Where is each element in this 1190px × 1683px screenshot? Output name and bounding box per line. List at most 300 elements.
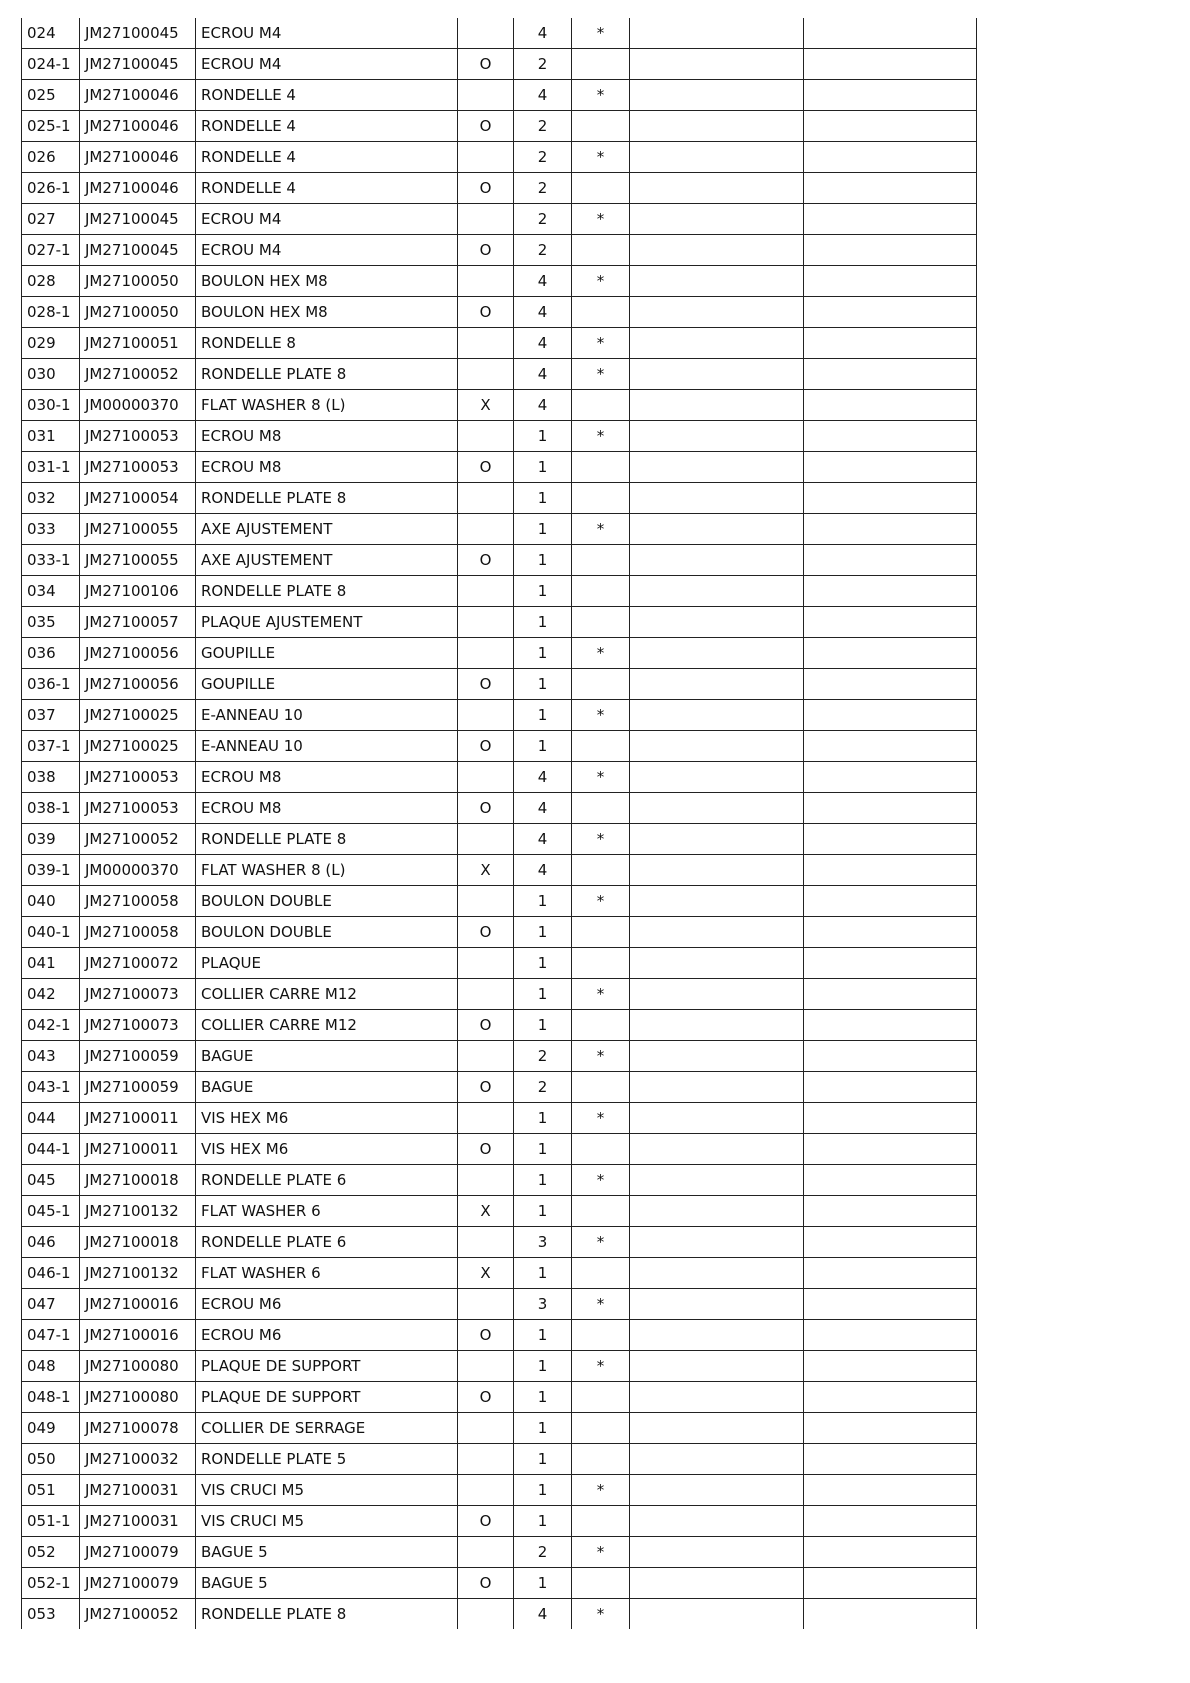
parts-table	[21, 18, 977, 1629]
part-name-cell: VIS CRUCI M5	[196, 1475, 458, 1506]
quantity-cell: 4	[514, 855, 572, 886]
mark-cell	[572, 917, 630, 948]
quantity-cell: 1	[514, 1351, 572, 1382]
table-row	[22, 235, 977, 266]
part-code-cell: JM27100050	[80, 266, 196, 297]
table-row	[22, 1506, 977, 1537]
empty-cell	[630, 1568, 804, 1599]
part-name-cell: RONDELLE 4	[196, 173, 458, 204]
empty-cell	[630, 638, 804, 669]
flag-cell: O	[458, 1010, 514, 1041]
item-number-cell: 048-1	[22, 1382, 80, 1413]
empty-cell	[804, 824, 977, 855]
empty-cell	[804, 917, 977, 948]
flag-cell: O	[458, 1382, 514, 1413]
empty-cell	[630, 731, 804, 762]
table-row	[22, 917, 977, 948]
part-code-cell: JM27100073	[80, 1010, 196, 1041]
quantity-cell: 1	[514, 1165, 572, 1196]
empty-cell	[630, 917, 804, 948]
empty-cell	[630, 948, 804, 979]
table-row	[22, 576, 977, 607]
part-name-cell: VIS HEX M6	[196, 1134, 458, 1165]
mark-cell	[572, 545, 630, 576]
empty-cell	[630, 18, 804, 49]
quantity-cell: 4	[514, 328, 572, 359]
flag-cell	[458, 607, 514, 638]
mark-cell: *	[572, 886, 630, 917]
table-row	[22, 1010, 977, 1041]
flag-cell	[458, 359, 514, 390]
item-number-cell: 052-1	[22, 1568, 80, 1599]
flag-cell: X	[458, 1196, 514, 1227]
empty-cell	[804, 1568, 977, 1599]
part-code-cell: JM00000370	[80, 390, 196, 421]
empty-cell	[630, 514, 804, 545]
part-code-cell: JM27100050	[80, 297, 196, 328]
flag-cell	[458, 1103, 514, 1134]
part-code-cell: JM27100016	[80, 1320, 196, 1351]
part-code-cell: JM27100031	[80, 1506, 196, 1537]
empty-cell	[630, 1320, 804, 1351]
empty-cell	[630, 452, 804, 483]
flag-cell: O	[458, 173, 514, 204]
mark-cell	[572, 235, 630, 266]
flag-cell: O	[458, 1320, 514, 1351]
part-code-cell: JM27100052	[80, 824, 196, 855]
part-code-cell: JM27100072	[80, 948, 196, 979]
item-number-cell: 046-1	[22, 1258, 80, 1289]
empty-cell	[630, 669, 804, 700]
part-name-cell: BAGUE 5	[196, 1537, 458, 1568]
empty-cell	[630, 824, 804, 855]
empty-cell	[804, 638, 977, 669]
empty-cell	[630, 80, 804, 111]
flag-cell: O	[458, 917, 514, 948]
item-number-cell: 043-1	[22, 1072, 80, 1103]
mark-cell	[572, 1010, 630, 1041]
quantity-cell: 1	[514, 886, 572, 917]
item-number-cell: 040-1	[22, 917, 80, 948]
part-code-cell: JM27100056	[80, 669, 196, 700]
empty-cell	[804, 359, 977, 390]
item-number-cell: 051-1	[22, 1506, 80, 1537]
item-number-cell: 045	[22, 1165, 80, 1196]
table-row	[22, 297, 977, 328]
mark-cell: *	[572, 700, 630, 731]
part-code-cell: JM27100055	[80, 545, 196, 576]
empty-cell	[630, 793, 804, 824]
part-code-cell: JM27100046	[80, 80, 196, 111]
part-name-cell: PLAQUE DE SUPPORT	[196, 1351, 458, 1382]
item-number-cell: 028-1	[22, 297, 80, 328]
part-code-cell: JM27100056	[80, 638, 196, 669]
table-row	[22, 1072, 977, 1103]
quantity-cell: 1	[514, 731, 572, 762]
part-code-cell: JM27100045	[80, 235, 196, 266]
empty-cell	[804, 793, 977, 824]
part-code-cell: JM27100032	[80, 1444, 196, 1475]
quantity-cell: 1	[514, 948, 572, 979]
part-name-cell: ECROU M4	[196, 235, 458, 266]
flag-cell: O	[458, 1134, 514, 1165]
empty-cell	[630, 173, 804, 204]
part-name-cell: FLAT WASHER 6	[196, 1196, 458, 1227]
part-code-cell: JM27100025	[80, 700, 196, 731]
part-code-cell: JM27100073	[80, 979, 196, 1010]
table-row	[22, 1103, 977, 1134]
mark-cell: *	[572, 80, 630, 111]
quantity-cell: 1	[514, 1568, 572, 1599]
empty-cell	[630, 1351, 804, 1382]
mark-cell: *	[572, 1165, 630, 1196]
quantity-cell: 4	[514, 80, 572, 111]
quantity-cell: 4	[514, 824, 572, 855]
table-row	[22, 1320, 977, 1351]
mark-cell: *	[572, 1289, 630, 1320]
empty-cell	[804, 142, 977, 173]
part-name-cell: PLAQUE	[196, 948, 458, 979]
item-number-cell: 048	[22, 1351, 80, 1382]
quantity-cell: 1	[514, 917, 572, 948]
part-name-cell: GOUPILLE	[196, 669, 458, 700]
part-name-cell: RONDELLE PLATE 5	[196, 1444, 458, 1475]
part-code-cell: JM27100045	[80, 49, 196, 80]
table-row	[22, 855, 977, 886]
part-code-cell: JM27100078	[80, 1413, 196, 1444]
mark-cell	[572, 731, 630, 762]
flag-cell	[458, 1599, 514, 1630]
empty-cell	[804, 1351, 977, 1382]
flag-cell	[458, 1475, 514, 1506]
part-code-cell: JM27100058	[80, 917, 196, 948]
item-number-cell: 045-1	[22, 1196, 80, 1227]
part-code-cell: JM27100046	[80, 173, 196, 204]
mark-cell: *	[572, 1537, 630, 1568]
table-row	[22, 1258, 977, 1289]
item-number-cell: 044-1	[22, 1134, 80, 1165]
flag-cell	[458, 266, 514, 297]
item-number-cell: 030	[22, 359, 80, 390]
flag-cell: O	[458, 731, 514, 762]
item-number-cell: 044	[22, 1103, 80, 1134]
item-number-cell: 024-1	[22, 49, 80, 80]
mark-cell	[572, 1444, 630, 1475]
mark-cell: *	[572, 266, 630, 297]
empty-cell	[804, 669, 977, 700]
empty-cell	[804, 266, 977, 297]
mark-cell	[572, 1258, 630, 1289]
empty-cell	[630, 328, 804, 359]
empty-cell	[804, 328, 977, 359]
item-number-cell: 030-1	[22, 390, 80, 421]
table-row	[22, 421, 977, 452]
table-row	[22, 1165, 977, 1196]
part-code-cell: JM27100080	[80, 1382, 196, 1413]
table-row	[22, 514, 977, 545]
empty-cell	[804, 1227, 977, 1258]
empty-cell	[804, 576, 977, 607]
mark-cell: *	[572, 762, 630, 793]
quantity-cell: 1	[514, 452, 572, 483]
part-name-cell: ECROU M8	[196, 452, 458, 483]
flag-cell	[458, 948, 514, 979]
empty-cell	[804, 1537, 977, 1568]
mark-cell	[572, 793, 630, 824]
part-code-cell: JM27100031	[80, 1475, 196, 1506]
part-code-cell: JM27100106	[80, 576, 196, 607]
flag-cell: O	[458, 235, 514, 266]
flag-cell: O	[458, 111, 514, 142]
item-number-cell: 036	[22, 638, 80, 669]
mark-cell	[572, 1568, 630, 1599]
part-name-cell: GOUPILLE	[196, 638, 458, 669]
empty-cell	[804, 607, 977, 638]
parts-table-body	[22, 18, 977, 1629]
table-row	[22, 111, 977, 142]
table-row	[22, 545, 977, 576]
mark-cell	[572, 452, 630, 483]
part-name-cell: AXE AJUSTEMENT	[196, 545, 458, 576]
empty-cell	[804, 1010, 977, 1041]
table-row	[22, 1351, 977, 1382]
empty-cell	[630, 359, 804, 390]
mark-cell	[572, 483, 630, 514]
empty-cell	[804, 1041, 977, 1072]
item-number-cell: 027	[22, 204, 80, 235]
quantity-cell: 1	[514, 1134, 572, 1165]
table-row	[22, 979, 977, 1010]
empty-cell	[630, 1289, 804, 1320]
empty-cell	[804, 855, 977, 886]
empty-cell	[804, 762, 977, 793]
part-code-cell: JM27100132	[80, 1196, 196, 1227]
empty-cell	[804, 80, 977, 111]
empty-cell	[804, 49, 977, 80]
empty-cell	[804, 545, 977, 576]
mark-cell	[572, 49, 630, 80]
quantity-cell: 1	[514, 1320, 572, 1351]
part-name-cell: COLLIER CARRE M12	[196, 1010, 458, 1041]
table-row	[22, 204, 977, 235]
mark-cell: *	[572, 204, 630, 235]
mark-cell	[572, 576, 630, 607]
quantity-cell: 2	[514, 1537, 572, 1568]
empty-cell	[630, 1010, 804, 1041]
mark-cell: *	[572, 328, 630, 359]
flag-cell	[458, 762, 514, 793]
part-code-cell: JM27100079	[80, 1537, 196, 1568]
mark-cell: *	[572, 979, 630, 1010]
table-row	[22, 1041, 977, 1072]
empty-cell	[804, 1506, 977, 1537]
table-row	[22, 390, 977, 421]
flag-cell	[458, 1537, 514, 1568]
table-row	[22, 142, 977, 173]
flag-cell: O	[458, 1072, 514, 1103]
part-name-cell: ECROU M6	[196, 1320, 458, 1351]
flag-cell	[458, 18, 514, 49]
quantity-cell: 1	[514, 1413, 572, 1444]
flag-cell	[458, 483, 514, 514]
empty-cell	[804, 1258, 977, 1289]
quantity-cell: 2	[514, 1041, 572, 1072]
empty-cell	[804, 452, 977, 483]
table-row	[22, 1413, 977, 1444]
item-number-cell: 040	[22, 886, 80, 917]
empty-cell	[804, 1289, 977, 1320]
quantity-cell: 1	[514, 1444, 572, 1475]
empty-cell	[630, 762, 804, 793]
quantity-cell: 4	[514, 1599, 572, 1630]
item-number-cell: 032	[22, 483, 80, 514]
table-row	[22, 793, 977, 824]
quantity-cell: 2	[514, 1072, 572, 1103]
table-row	[22, 49, 977, 80]
flag-cell	[458, 514, 514, 545]
mark-cell: *	[572, 1599, 630, 1630]
table-row	[22, 731, 977, 762]
empty-cell	[804, 1413, 977, 1444]
item-number-cell: 026	[22, 142, 80, 173]
item-number-cell: 024	[22, 18, 80, 49]
empty-cell	[804, 1134, 977, 1165]
part-name-cell: ECROU M6	[196, 1289, 458, 1320]
flag-cell	[458, 979, 514, 1010]
part-name-cell: RONDELLE 8	[196, 328, 458, 359]
item-number-cell: 042-1	[22, 1010, 80, 1041]
empty-cell	[804, 1103, 977, 1134]
part-name-cell: VIS HEX M6	[196, 1103, 458, 1134]
item-number-cell: 053	[22, 1599, 80, 1630]
part-code-cell: JM27100079	[80, 1568, 196, 1599]
flag-cell	[458, 1227, 514, 1258]
table-row	[22, 359, 977, 390]
item-number-cell: 031	[22, 421, 80, 452]
table-row	[22, 1289, 977, 1320]
part-name-cell: FLAT WASHER 8 (L)	[196, 855, 458, 886]
mark-cell	[572, 607, 630, 638]
table-row	[22, 452, 977, 483]
flag-cell: O	[458, 452, 514, 483]
mark-cell	[572, 948, 630, 979]
flag-cell	[458, 1041, 514, 1072]
part-name-cell: BAGUE 5	[196, 1568, 458, 1599]
table-row	[22, 1568, 977, 1599]
empty-cell	[630, 545, 804, 576]
empty-cell	[804, 1072, 977, 1103]
part-name-cell: E-ANNEAU 10	[196, 731, 458, 762]
part-name-cell: RONDELLE PLATE 6	[196, 1227, 458, 1258]
part-name-cell: FLAT WASHER 6	[196, 1258, 458, 1289]
mark-cell: *	[572, 359, 630, 390]
quantity-cell: 1	[514, 1196, 572, 1227]
quantity-cell: 1	[514, 638, 572, 669]
quantity-cell: 4	[514, 793, 572, 824]
quantity-cell: 1	[514, 669, 572, 700]
flag-cell	[458, 638, 514, 669]
empty-cell	[804, 390, 977, 421]
empty-cell	[630, 576, 804, 607]
part-name-cell: RONDELLE PLATE 8	[196, 576, 458, 607]
part-name-cell: ECROU M8	[196, 793, 458, 824]
empty-cell	[804, 111, 977, 142]
table-row	[22, 1537, 977, 1568]
empty-cell	[630, 1041, 804, 1072]
item-number-cell: 043	[22, 1041, 80, 1072]
item-number-cell: 025-1	[22, 111, 80, 142]
item-number-cell: 035	[22, 607, 80, 638]
part-name-cell: RONDELLE 4	[196, 80, 458, 111]
part-name-cell: RONDELLE 4	[196, 142, 458, 173]
table-row	[22, 173, 977, 204]
part-name-cell: RONDELLE PLATE 8	[196, 1599, 458, 1630]
part-name-cell: AXE AJUSTEMENT	[196, 514, 458, 545]
empty-cell	[630, 421, 804, 452]
quantity-cell: 1	[514, 514, 572, 545]
item-number-cell: 031-1	[22, 452, 80, 483]
part-code-cell: JM27100018	[80, 1227, 196, 1258]
part-code-cell: JM27100053	[80, 762, 196, 793]
empty-cell	[630, 49, 804, 80]
item-number-cell: 051	[22, 1475, 80, 1506]
part-code-cell: JM27100046	[80, 111, 196, 142]
part-code-cell: JM27100080	[80, 1351, 196, 1382]
item-number-cell: 042	[22, 979, 80, 1010]
flag-cell: O	[458, 1506, 514, 1537]
empty-cell	[804, 483, 977, 514]
flag-cell	[458, 824, 514, 855]
part-name-cell: COLLIER CARRE M12	[196, 979, 458, 1010]
mark-cell: *	[572, 142, 630, 173]
quantity-cell: 2	[514, 173, 572, 204]
part-name-cell: ECROU M8	[196, 762, 458, 793]
empty-cell	[630, 204, 804, 235]
mark-cell	[572, 1196, 630, 1227]
empty-cell	[804, 1320, 977, 1351]
part-code-cell: JM27100045	[80, 204, 196, 235]
table-row	[22, 762, 977, 793]
empty-cell	[804, 1475, 977, 1506]
table-row	[22, 266, 977, 297]
empty-cell	[804, 1196, 977, 1227]
part-code-cell: JM27100011	[80, 1103, 196, 1134]
item-number-cell: 037-1	[22, 731, 80, 762]
item-number-cell: 033-1	[22, 545, 80, 576]
mark-cell: *	[572, 1041, 630, 1072]
quantity-cell: 4	[514, 762, 572, 793]
empty-cell	[804, 1165, 977, 1196]
part-code-cell: JM27100057	[80, 607, 196, 638]
quantity-cell: 4	[514, 297, 572, 328]
part-name-cell: COLLIER DE SERRAGE	[196, 1413, 458, 1444]
quantity-cell: 1	[514, 607, 572, 638]
item-number-cell: 038	[22, 762, 80, 793]
table-row	[22, 1134, 977, 1165]
part-code-cell: JM27100045	[80, 18, 196, 49]
quantity-cell: 2	[514, 142, 572, 173]
item-number-cell: 034	[22, 576, 80, 607]
flag-cell	[458, 142, 514, 173]
quantity-cell: 2	[514, 49, 572, 80]
table-row	[22, 1475, 977, 1506]
flag-cell	[458, 328, 514, 359]
mark-cell: *	[572, 1475, 630, 1506]
part-name-cell: RONDELLE PLATE 8	[196, 824, 458, 855]
mark-cell	[572, 1506, 630, 1537]
mark-cell	[572, 1413, 630, 1444]
part-name-cell: RONDELLE PLATE 6	[196, 1165, 458, 1196]
